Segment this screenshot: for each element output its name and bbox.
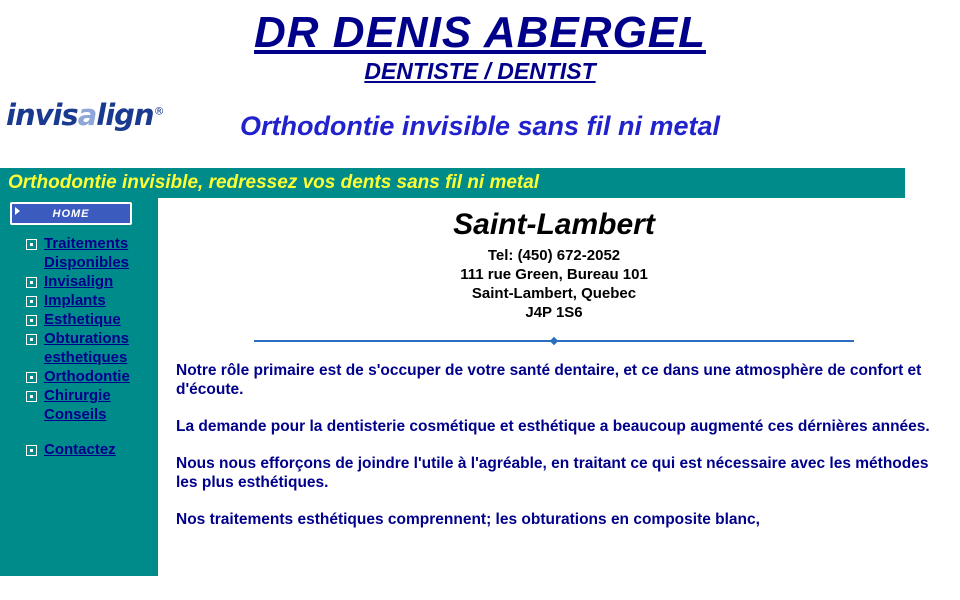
bullet-icon	[26, 445, 37, 456]
sidebar-item-traitements-disponibles[interactable]	[0, 234, 158, 272]
sidebar-item-obturations-esthetiques[interactable]	[0, 329, 158, 367]
tagline: Orthodontie invisible sans fil ni metal	[239, 111, 721, 142]
sidebar-item-chirurgie-conseils[interactable]	[0, 386, 158, 424]
sidebar-item-esthetique[interactable]	[0, 310, 158, 329]
paragraph: Nous nous efforçons de joindre l'utile à l'agréable, en traitant ce qui est nécessaire avec les méthodes les plus esthétiques.	[176, 455, 929, 492]
section-divider	[254, 338, 854, 343]
bullet-icon	[26, 334, 37, 345]
bullet-icon	[26, 315, 37, 326]
paragraph: La demande pour la dentisterie cosmétique et esthétique a beaucoup augmenté ces dérnières années.	[176, 418, 930, 436]
main-content	[158, 198, 960, 576]
bullet-icon	[26, 296, 37, 307]
sidebar-item-label[interactable]: Chirurgie Conseils	[44, 387, 111, 424]
clinic-address-line2: Saint-Lambert, Quebec	[471, 285, 637, 303]
sidebar-spacer	[0, 424, 158, 440]
registered-mark-icon: ®	[153, 104, 164, 118]
invisalign-logo	[6, 98, 164, 132]
sidebar-item-label[interactable]: Orthodontie	[44, 368, 130, 386]
paragraph: Nos traitements esthétiques comprennent; les obturations en composite blanc,	[176, 511, 760, 529]
page-title: DR DENIS ABERGEL	[254, 8, 706, 57]
tagline-row	[0, 90, 960, 164]
invisalign-logo-part2: a	[77, 98, 97, 133]
sidebar-item-contactez[interactable]	[0, 440, 158, 459]
clinic-name: Saint-Lambert	[453, 208, 655, 242]
bullet-icon	[26, 277, 37, 288]
sidebar-item-implants[interactable]	[0, 291, 158, 310]
clinic-postal-code: J4P 1S6	[525, 304, 583, 322]
sidebar	[0, 198, 158, 576]
sidebar-item-label[interactable]: Obturations esthetiques	[44, 330, 129, 367]
page-subtitle: DENTISTE / DENTIST	[364, 58, 596, 85]
clinic-phone: Tel: (450) 672-2052	[487, 247, 621, 265]
bullet-icon	[26, 239, 37, 250]
body-area	[0, 198, 960, 576]
divider-knob-icon	[550, 337, 558, 345]
promo-banner	[0, 168, 905, 198]
promo-banner-text: Orthodontie invisible, redressez vos dents sans fil ni metal	[8, 172, 540, 194]
sidebar-item-label[interactable]: Implants	[44, 292, 106, 310]
sidebar-item-label[interactable]: Contactez	[44, 441, 116, 459]
invisalign-logo-part3: lign	[96, 98, 154, 133]
bullet-icon	[26, 372, 37, 383]
sidebar-item-label[interactable]: Esthetique	[44, 311, 121, 329]
sidebar-nav	[0, 234, 158, 459]
sidebar-item-orthodontie[interactable]	[0, 367, 158, 386]
intro-paragraphs	[168, 361, 940, 529]
home-label: HOME	[52, 207, 90, 220]
sidebar-item-label[interactable]: Traitements Disponibles	[44, 235, 130, 272]
sidebar-item-invisalign[interactable]	[0, 272, 158, 291]
clinic-address-line1: 111 rue Green, Bureau 101	[460, 266, 648, 284]
invisalign-logo-part1: invis	[6, 98, 78, 133]
sidebar-item-label[interactable]: Invisalign	[44, 273, 114, 291]
sidebar-item-home[interactable]	[10, 202, 132, 225]
paragraph: Notre rôle primaire est de s'occuper de votre santé dentaire, et ce dans une atmosphère de confort et d'écoute.	[176, 362, 922, 399]
page-root	[0, 10, 960, 600]
bullet-icon	[26, 391, 37, 402]
